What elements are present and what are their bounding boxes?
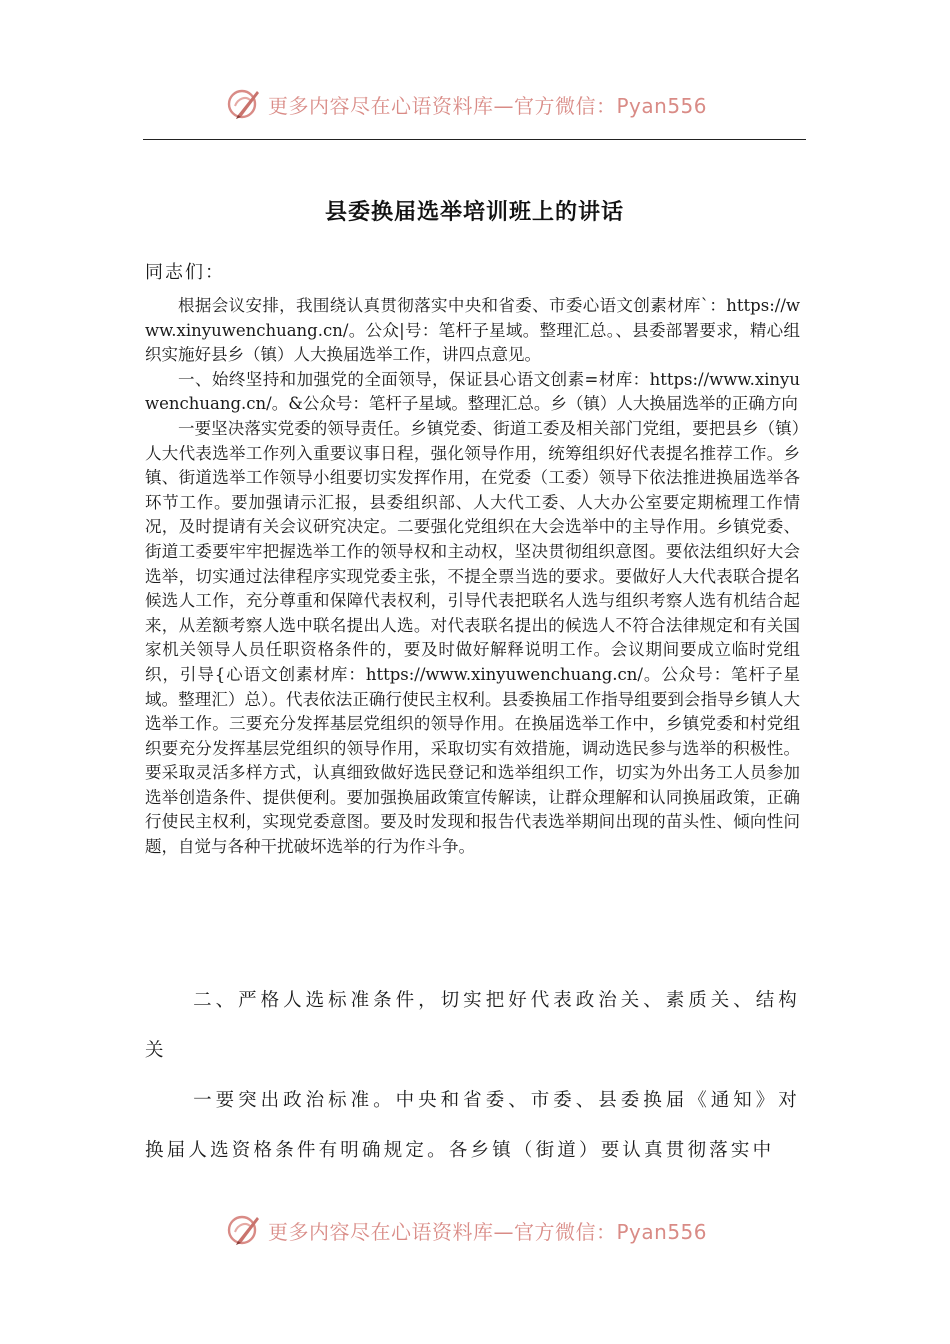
document-title: 县委换届选举培训班上的讲话 — [324, 199, 624, 225]
footer-banner — [226, 1210, 707, 1250]
banner-text: 更多内容尽在心语资料库—官方微信：Pyan556 — [268, 1219, 708, 1244]
paragraph-section-one-heading: 一、始终坚持和加强党的全面领导，保证县心语文创素=材库：https://www.xinyuwenchuang.cn/。&公众号：笔杆子星域。整理汇总。乡（镇）人大换届选举的正确方向 — [145, 369, 800, 414]
pen-logo-icon — [226, 1212, 262, 1248]
document-body — [145, 294, 800, 860]
salutation: 同志们： — [145, 262, 225, 283]
header-banner — [226, 84, 707, 124]
pen-logo-icon — [226, 86, 262, 122]
section-two-heading: 二、严格人选标准条件，切实把好代表政治关、素质关、结构关 — [145, 990, 800, 1061]
section-two — [145, 976, 800, 1176]
paragraph-intro: 根据会议安排，我围绕认真贯彻落实中央和省委、市委心语文创素材库`：https://www.xinyuwenchuang.cn/。公众|号：笔杆子星域。整理汇总。、县委部署要求，精心组织实施好县乡（镇）人大换届选举工作，讲四点意见。 — [145, 296, 800, 365]
header-divider — [143, 139, 806, 140]
paragraph-section-one-body: 一要坚决落实党委的领导责任。乡镇党委、街道工委及相关部门党组，要把县乡（镇）人大代表选举工作列入重要议事日程，强化领导作用，统筹组织好代表提名推荐工作。乡镇、街道选举工作领导小组要切实发挥作用，在党委（工委）领导下依法推进换届选举各环节工作。要加强请示汇报，县委组织部、人大代工委、人大办公室要定期梳理工作情况，及时提请有关会议研究决定。二要强化党组织在大会选举中的主导作用。乡镇党委、街道工委要牢牢把握选举工作的领导权和主动权，坚决贯彻组织意图。要依法组织好大会选举，切实通过法律程序实现党委主张，不提全票当选的要求。要做好人大代表联合提名候选人工作，充分尊重和保障代表权利，引导代表把联名人选与组织考察人选有机结合起来，从差额考察人选中联名提出人选。对代表联名提出的候选人不符合法律规定和有关国家机关领导人员任职资格条件的，要及时做好解释说明工作。会议期间要成立临时党组织，引导{心语文创素材库：https://www.xinyuwenchuang.cn/。公众号：笔杆子星域。整理汇）总）。代表依法正确行使民主权利。县委换届工作指导组要到会指导乡镇人大选举工作。三要充分发挥基层党组织的领导作用。在换届选举工作中，乡镇党委和村党组织要充分发挥基层党组织的领导作用，采取切实有效措施，调动选民参与选举的积极性。要采取灵活多样方式，认真细致做好选民登记和选举组织工作，切实为外出务工人员参加选举创造条件、提供便利。要加强换届政策宣传解读，让群众理解和认同换届政策，正确行使民主权利，实现党委意图。要及时发现和报告代表选举期间出现的苗头性、倾向性问题，自觉与各种干扰破坏选举的行为作斗争。 — [145, 418, 800, 857]
section-two-paragraph: 一要突出政治标准。中央和省委、市委、县委换届《通知》对换届人选资格条件有明确规定。各乡镇（街道）要认真贯彻落实中 — [145, 1090, 800, 1161]
banner-text: 更多内容尽在心语资料库—官方微信：Pyan556 — [268, 93, 708, 118]
